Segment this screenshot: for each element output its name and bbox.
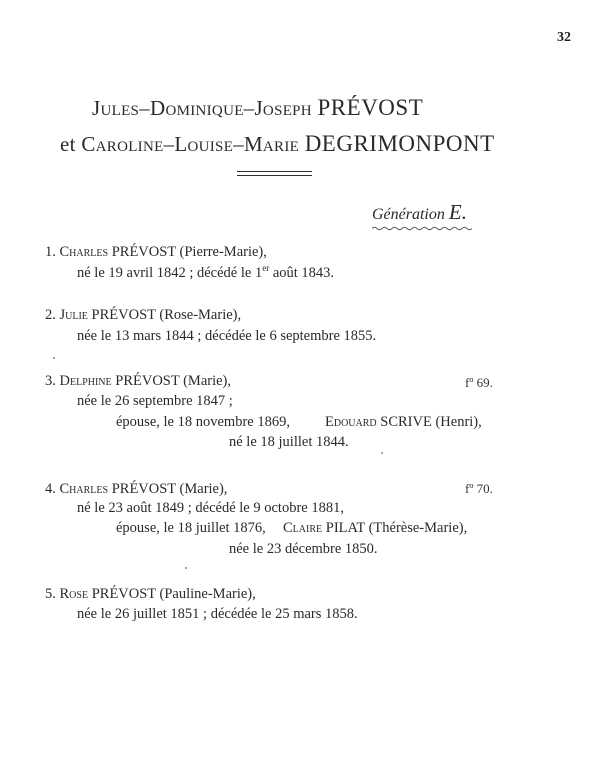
- entry-birth-text-end: août 1843.: [269, 264, 335, 281]
- entry-number: 1.: [45, 244, 56, 260]
- entry-3-birth: née le 26 septembre 1847 ;: [77, 393, 233, 409]
- generation-heading: [372, 200, 467, 225]
- entry-4-birth: né le 23 août 1849 ; décédé le 9 octobre 1881,: [77, 500, 344, 516]
- title-line-2: [60, 131, 495, 157]
- entry-4-spouse-birth: née le 23 décembre 1850.: [229, 541, 378, 557]
- spouse-given-name: Edouard: [325, 414, 377, 430]
- generation-wavy-underline: [372, 226, 472, 231]
- entry-number: 2.: [45, 307, 56, 323]
- title-given-names-2: Caroline–Louise–Marie: [81, 132, 300, 156]
- entry-2-birth: née le 13 mars 1844 ; décédée le 6 septembre 1855.: [77, 328, 377, 344]
- entry-1-birth: [77, 263, 334, 282]
- title-surname-2: DEGRIMONPONT: [304, 131, 495, 156]
- entry-3-heading: [45, 373, 231, 390]
- entry-surname: PRÉVOST: [111, 244, 176, 260]
- generation-label: Génération: [372, 206, 445, 223]
- speck: [381, 452, 383, 454]
- entry-given-name: Charles: [59, 244, 109, 260]
- entry-3-folio-ref: fº 69.: [465, 375, 493, 390]
- entry-birth-text: né le 19 avril 1842 ; décédé le 1: [77, 264, 263, 281]
- entry-given-name: Julie: [59, 307, 88, 323]
- spouse-given-name: Claire: [283, 520, 323, 536]
- entry-3-spouse: [325, 414, 482, 431]
- entry-4-spouse: [283, 520, 467, 537]
- entry-number: 5.: [45, 586, 56, 602]
- entry-5-birth: née le 26 juillet 1851 ; décédée le 25 mars 1858.: [77, 606, 358, 622]
- entry-surname: PRÉVOST: [111, 481, 176, 497]
- entry-surname: PRÉVOST: [91, 586, 156, 602]
- entry-other-names: (Rose-Marie),: [159, 307, 242, 323]
- entry-3-marriage: épouse, le 18 novembre 1869,: [116, 414, 290, 430]
- entry-given-name: Rose: [59, 586, 89, 602]
- spouse-other-names: (Henri),: [435, 414, 482, 430]
- title-surname-1: PRÉVOST: [317, 95, 424, 120]
- entry-4-marriage: épouse, le 18 juillet 1876,: [116, 520, 266, 536]
- entry-number: 3.: [45, 373, 56, 389]
- spouse-surname: PILAT: [325, 520, 365, 536]
- entry-other-names: (Marie),: [183, 373, 231, 389]
- speck: [185, 567, 187, 569]
- entry-2-heading: [45, 307, 241, 324]
- entry-4-heading: [45, 481, 227, 498]
- entry-number: 4.: [45, 481, 56, 497]
- entry-3-spouse-birth: né le 18 juillet 1844.: [229, 434, 349, 450]
- title-rule-top: [237, 171, 312, 172]
- entry-surname: PRÉVOST: [91, 307, 156, 323]
- speck: [53, 357, 55, 359]
- generation-letter: E.: [448, 200, 467, 224]
- spouse-surname: SCRIVE: [380, 414, 432, 430]
- entry-other-names: (Marie),: [179, 481, 228, 497]
- entry-4-folio-ref: fº 70.: [465, 481, 493, 496]
- entry-birth-superscript: er: [262, 263, 270, 273]
- entry-given-name: Charles: [59, 481, 109, 497]
- entry-1-heading: [45, 244, 267, 261]
- entry-surname: PRÉVOST: [115, 373, 180, 389]
- spouse-other-names: (Thérèse-Marie),: [368, 520, 468, 536]
- title-given-names-1: Jules–Dominique–Joseph: [92, 96, 312, 120]
- entry-5-heading: [45, 586, 256, 603]
- title-line-1: [92, 95, 423, 121]
- page-number: 32: [557, 30, 571, 45]
- entry-other-names: (Pierre-Marie),: [179, 244, 267, 260]
- title-prefix: et: [60, 132, 76, 156]
- title-rule-bottom: [237, 175, 312, 176]
- entry-given-name: Delphine: [59, 373, 112, 389]
- entry-other-names: (Pauline-Marie),: [159, 586, 256, 602]
